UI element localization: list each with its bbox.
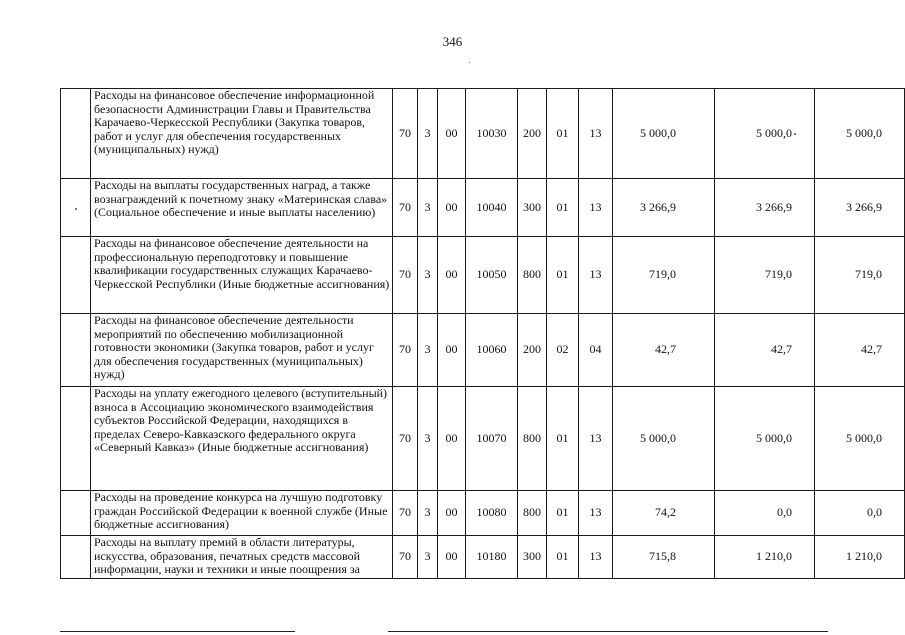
cell-amount-2: 3 266,9 xyxy=(715,179,815,237)
table-row xyxy=(61,387,905,491)
cell-amount-2: 5 000,0 xyxy=(715,387,815,491)
cell-amount-1: 715,8 xyxy=(613,536,715,579)
cell-direction: 10180 xyxy=(466,536,518,579)
budget-table xyxy=(60,88,905,579)
cell-amount-3: 0,0 xyxy=(815,491,905,536)
cell-program: 70 xyxy=(393,536,418,579)
cell-direction: 10070 xyxy=(466,387,518,491)
cell-amount-1: 5 000,0 xyxy=(613,387,715,491)
cell-expense-type: 800 xyxy=(518,387,547,491)
cell-amount-2: 0,0 xyxy=(715,491,815,536)
cell-direction: 10080 xyxy=(466,491,518,536)
cell-amount-3: 5 000,0 xyxy=(815,89,905,179)
cell-subprogram: 3 xyxy=(418,387,438,491)
cell-main-event: 00 xyxy=(438,179,466,237)
cell-amount-3: 1 210,0 xyxy=(815,536,905,579)
table-row xyxy=(61,314,905,387)
cell-subsection: 13 xyxy=(579,536,613,579)
cell-subsection: 13 xyxy=(579,237,613,314)
cell-main-event: 00 xyxy=(438,314,466,387)
cell-subprogram: 3 xyxy=(418,237,438,314)
cell-subprogram: 3 xyxy=(418,179,438,237)
cell-expense-type: 300 xyxy=(518,536,547,579)
cell-amount-1: 74,2 xyxy=(613,491,715,536)
row-number xyxy=(61,237,91,314)
cell-amount-3: 719,0 xyxy=(815,237,905,314)
table-row xyxy=(61,237,905,314)
cell-subsection: 13 xyxy=(579,179,613,237)
cell-direction: 10060 xyxy=(466,314,518,387)
cell-amount-2: 719,0 xyxy=(715,237,815,314)
cell-program: 70 xyxy=(393,491,418,536)
cell-section: 02 xyxy=(547,314,579,387)
cell-program: 70 xyxy=(393,89,418,179)
cell-subsection: 13 xyxy=(579,387,613,491)
row-number xyxy=(61,314,91,387)
cell-program: 70 xyxy=(393,237,418,314)
row-description: Расходы на финансовое обеспечение информационной безопасности Администрации Главы и Правительства Карачаево-Черкесской Республики (Закупка товаров, работ и услуг для обеспечения государственных (муниципальных) нужд) xyxy=(91,89,393,179)
table-row xyxy=(61,536,905,579)
footer-rule xyxy=(388,631,828,632)
cell-amount-2: 42,7 xyxy=(715,314,815,387)
cell-section: 01 xyxy=(547,387,579,491)
cell-section: 01 xyxy=(547,536,579,579)
cell-expense-type: 200 xyxy=(518,314,547,387)
table-row xyxy=(61,491,905,536)
row-number xyxy=(61,536,91,579)
cell-subsection: 13 xyxy=(579,491,613,536)
table-row xyxy=(61,89,905,179)
cell-section: 01 xyxy=(547,89,579,179)
scan-speck xyxy=(469,62,470,63)
cell-expense-type: 800 xyxy=(518,491,547,536)
cell-main-event: 00 xyxy=(438,536,466,579)
row-description: Расходы на проведение конкурса на лучшую подготовку граждан Российской Федерации к военной службе (Иные бюджетные ассигнования) xyxy=(91,491,393,536)
row-description: Расходы на финансовое обеспечение деятельности на профессиональную переподготовку и повышение квалификации государственных служащих Карачаево-Черкесской Республики (Иные бюджетные ассигнования) xyxy=(91,237,393,314)
cell-amount-1: 719,0 xyxy=(613,237,715,314)
table-row xyxy=(61,179,905,237)
row-description: Расходы на финансовое обеспечение деятельности мероприятий по обеспечению мобилизационной готовности экономики (Закупка товаров, работ и услуг для обеспечения государственных (муниципальных) нужд) xyxy=(91,314,393,387)
scan-speck xyxy=(794,133,796,135)
cell-main-event: 00 xyxy=(438,89,466,179)
cell-direction: 10050 xyxy=(466,237,518,314)
cell-subprogram: 3 xyxy=(418,314,438,387)
cell-amount-3: 42,7 xyxy=(815,314,905,387)
cell-amount-2: 5 000,0 xyxy=(715,89,815,179)
row-number xyxy=(61,89,91,179)
cell-expense-type: 300 xyxy=(518,179,547,237)
row-description: Расходы на выплату премий в области литературы, искусства, образования, печатных средств массовой информации, науки и техники и иные поощрения за xyxy=(91,536,393,579)
cell-direction: 10040 xyxy=(466,179,518,237)
footer-rule xyxy=(60,631,295,632)
cell-amount-2: 1 210,0 xyxy=(715,536,815,579)
cell-subsection: 04 xyxy=(579,314,613,387)
cell-program: 70 xyxy=(393,314,418,387)
cell-amount-3: 5 000,0 xyxy=(815,387,905,491)
cell-amount-1: 42,7 xyxy=(613,314,715,387)
cell-section: 01 xyxy=(547,179,579,237)
page-number: 346 xyxy=(442,34,463,49)
cell-expense-type: 800 xyxy=(518,237,547,314)
cell-subprogram: 3 xyxy=(418,491,438,536)
cell-amount-1: 3 266,9 xyxy=(613,179,715,237)
cell-subprogram: 3 xyxy=(418,536,438,579)
cell-program: 70 xyxy=(393,179,418,237)
cell-main-event: 00 xyxy=(438,387,466,491)
row-description: Расходы на уплату ежегодного целевого (вступительный) взноса в Ассоциацию экономического взаимодействия субъектов Российской Федерации, находящихся в пределах Северо-Кавказского федерального округа «Северный Кавказ» (Иные бюджетные ассигнования) xyxy=(91,387,393,491)
row-number xyxy=(61,387,91,491)
cell-direction: 10030 xyxy=(466,89,518,179)
cell-expense-type: 200 xyxy=(518,89,547,179)
scan-speck xyxy=(75,208,77,210)
cell-amount-1: 5 000,0 xyxy=(613,89,715,179)
cell-section: 01 xyxy=(547,491,579,536)
cell-section: 01 xyxy=(547,237,579,314)
cell-subsection: 13 xyxy=(579,89,613,179)
cell-program: 70 xyxy=(393,387,418,491)
row-description: Расходы на выплаты государственных наград, а также вознаграждений к почетному знаку «Материнская слава» (Социальное обеспечение и иные выплаты населению) xyxy=(91,179,393,237)
cell-amount-3: 3 266,9 xyxy=(815,179,905,237)
cell-main-event: 00 xyxy=(438,491,466,536)
cell-main-event: 00 xyxy=(438,237,466,314)
row-number xyxy=(61,491,91,536)
cell-subprogram: 3 xyxy=(418,89,438,179)
